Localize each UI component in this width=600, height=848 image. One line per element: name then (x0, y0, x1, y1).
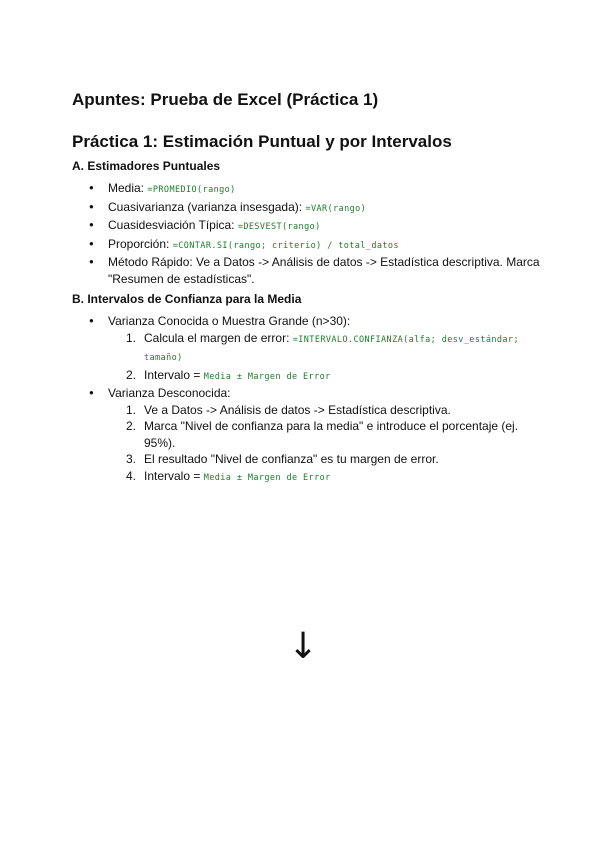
section-title: Práctica 1: Estimación Puntual y por Intervalos (72, 132, 452, 151)
unknown-variance-steps (108, 402, 542, 487)
item-label: Cuasidesviación Típica: (108, 218, 235, 232)
document-page (72, 88, 542, 486)
point-estimators-list (72, 180, 542, 287)
step-item (108, 468, 542, 487)
subsection-b-heading: B. Intervalos de Confianza para la Media (72, 292, 302, 306)
subsection-a-heading: A. Estimadores Puntuales (72, 159, 221, 173)
confidence-intervals-list (72, 313, 542, 486)
list-item (72, 313, 542, 385)
step-number: 4. (126, 468, 137, 483)
step-text: Intervalo = (144, 468, 201, 483)
formula: Media ± Margen de Error (203, 472, 331, 483)
formula: =INTERVALO.CONFIANZA(alfa; desv_estándar; tamaño) (144, 334, 519, 363)
list-item (72, 385, 542, 486)
formula: =DESVEST(rango) (237, 222, 321, 232)
item-label: Proporción: (108, 236, 170, 251)
item-label: Método Rápido: Ve a Datos -> Análisis de datos -> Estadística descriptiva. Marca "Resumen de estadísticas". (108, 255, 540, 286)
formula: =VAR(rango) (305, 203, 367, 214)
list-item (72, 254, 542, 287)
item-label: Cuasivarianza (varianza insesgada): (108, 199, 303, 214)
step-number: 3. (126, 452, 137, 466)
step-item (108, 330, 542, 367)
step-text: Intervalo = (144, 367, 201, 382)
step-item (108, 402, 542, 419)
step-number: 1. (126, 402, 137, 417)
list-item (72, 236, 542, 255)
step-number: 1. (126, 330, 137, 345)
down-arrow-icon: ↓ (288, 626, 319, 667)
list-item (72, 217, 542, 236)
step-text: El resultado "Nivel de confianza" es tu margen de error. (144, 452, 439, 466)
step-text: Calcula el margen de error: (144, 330, 290, 345)
formula: =CONTAR.SI(rango; criterio) / total_datos (172, 240, 399, 251)
step-number: 2. (126, 367, 137, 382)
list-item (72, 199, 542, 218)
document-title: Apuntes: Prueba de Excel (Práctica 1) (72, 90, 379, 109)
item-label: Media: (108, 181, 145, 195)
formula: =PROMEDIO(rango) (147, 185, 236, 195)
item-label: Varianza Conocida o Muestra Grande (n>30): (108, 314, 351, 328)
formula: Media ± Margen de Error (203, 371, 331, 382)
step-number: 2. (126, 419, 137, 433)
list-item (72, 180, 542, 199)
item-label: Varianza Desconocida: (108, 386, 231, 400)
step-text: Marca "Nivel de confianza para la media" e introduce el porcentaje (ej. 95%). (144, 419, 519, 450)
step-item (108, 451, 542, 468)
step-item (108, 418, 542, 451)
step-text: Ve a Datos -> Análisis de datos -> Estadística descriptiva. (144, 402, 451, 417)
step-item (108, 367, 542, 386)
known-variance-steps (108, 330, 542, 386)
